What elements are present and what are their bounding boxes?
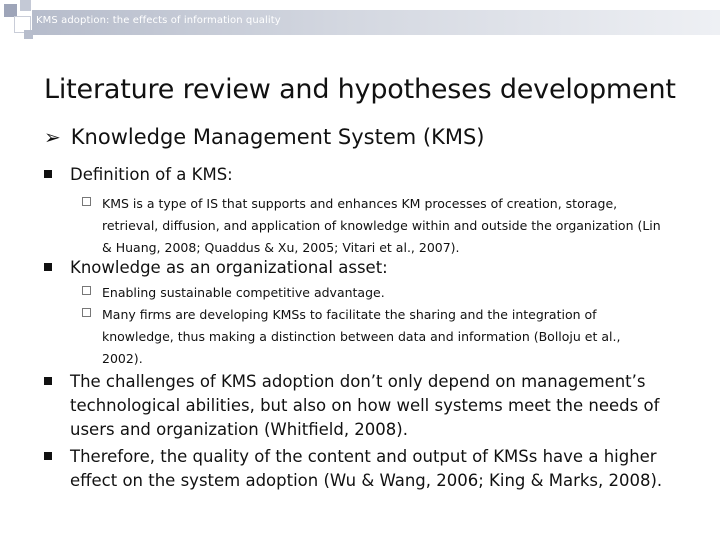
square-bullet-icon [44,170,52,178]
bullet-text: The challenges of KMS adoption don’t only depend on management’s technological abilities, but also on how well systems meet the needs of users and organization (Whitfield, 2008). [70,372,660,439]
sub-bullet-item [82,304,662,370]
subheading [44,125,484,149]
bullet-text: Definition of a KMS: [70,165,233,184]
bullet-item [44,445,664,493]
hollow-square-bullet-icon [82,286,91,295]
square-bullet-icon [44,452,52,460]
sub-bullet-text: KMS is a type of IS that supports and enhances KM processes of creation, storage, retrieval, diffusion, and application of knowledge within and outside the organization (Lin & Huang, 2008; Quaddus & Xu, 2005; Vitari et al., 2007). [102,196,661,255]
sub-bullet-text: Enabling sustainable competitive advantage. [102,285,385,300]
sub-bullet-item [82,282,662,304]
square-bullet-icon [44,377,52,385]
arrow-bullet-icon: ➢ [44,125,61,149]
bullet-item [44,370,664,442]
hollow-square-bullet-icon [82,197,91,206]
sub-bullet-item [82,193,662,259]
header-decoration [0,0,720,46]
sub-bullet-text: Many firms are developing KMSs to facilitate the sharing and the integration of knowledge, thus making a distinction between data and information (Bolloju et al., 2002). [102,307,621,366]
slide-title: Literature review and hypotheses development [44,74,676,105]
decor-square [20,0,31,11]
bullet-item [44,256,664,280]
hollow-square-bullet-icon [82,308,91,317]
subheading-text: Knowledge Management System (KMS) [70,125,485,149]
bullet-item [44,163,664,187]
bullet-text: Knowledge as an organizational asset: [70,258,388,277]
square-bullet-icon [44,263,52,271]
bullet-text: Therefore, the quality of the content and output of KMSs have a higher effect on the system adoption (Wu & Wang, 2006; King & Marks, 2008). [70,447,663,490]
header-title: KMS adoption: the effects of information quality [36,15,281,26]
